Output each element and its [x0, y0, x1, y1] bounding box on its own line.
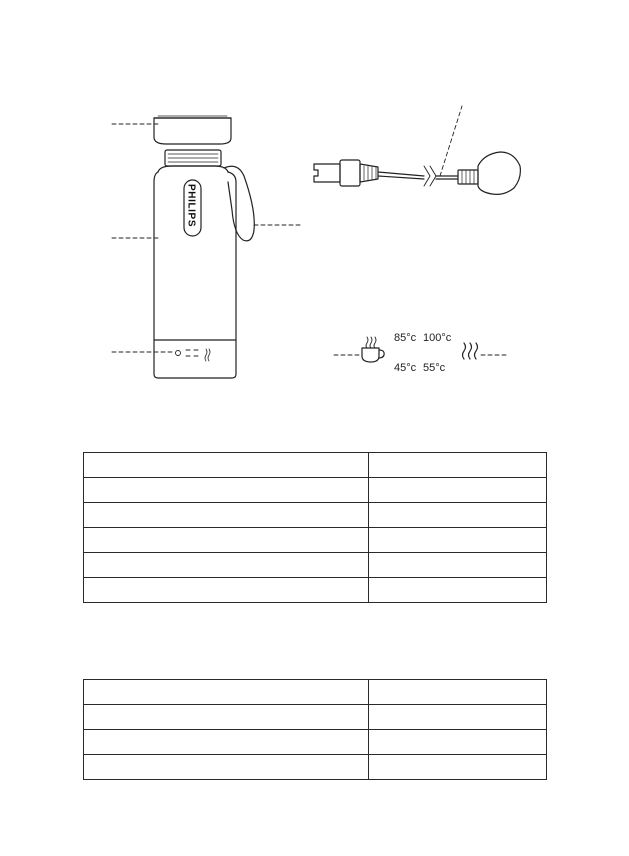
- coffee-cup-icon: [362, 337, 384, 362]
- table-cell: [84, 478, 369, 503]
- brand-logo-text: PHILIPS: [185, 184, 197, 228]
- temp-100-label: 100°c: [423, 332, 452, 344]
- table-cell: [369, 755, 547, 780]
- table-row: [84, 528, 547, 553]
- table-row: [84, 503, 547, 528]
- table-cell: [84, 705, 369, 730]
- table-cell: [369, 730, 547, 755]
- table-cell: [84, 453, 369, 478]
- table-cell: [84, 730, 369, 755]
- table-cell: [369, 705, 547, 730]
- spec-table-2: [83, 679, 547, 780]
- table-cell: [84, 578, 369, 603]
- table-cell: [84, 553, 369, 578]
- table-row: [84, 578, 547, 603]
- bottle-lid: [154, 116, 231, 144]
- temp-55-label: 55°c: [423, 362, 446, 374]
- table-row: [84, 453, 547, 478]
- table-row: [84, 553, 547, 578]
- kettle-bottle-icon: [154, 116, 254, 378]
- table-cell: [84, 680, 369, 705]
- control-panel: [176, 349, 211, 361]
- table-cell: [369, 553, 547, 578]
- callout-line-cable: [440, 106, 462, 176]
- table-row: [84, 680, 547, 705]
- spec-table-1: [83, 452, 547, 603]
- table-cell: [369, 478, 547, 503]
- table-row: [84, 755, 547, 780]
- heat-waves-icon: [463, 343, 478, 359]
- table-cell: [369, 680, 547, 705]
- bottle-strap: [224, 166, 254, 241]
- table-cell: [84, 503, 369, 528]
- table-cell: [369, 453, 547, 478]
- temp-45-label: 45°c: [394, 362, 417, 374]
- cable-plug: [478, 152, 520, 194]
- bottle-neck: [158, 150, 228, 172]
- table-row: [84, 730, 547, 755]
- table-cell: [84, 755, 369, 780]
- cable-connector: [314, 164, 340, 182]
- power-plug-icon: [314, 152, 520, 194]
- table-cell: [369, 503, 547, 528]
- temp-85-label: 85°c: [394, 332, 417, 344]
- table-cell: [369, 528, 547, 553]
- table-cell: [84, 528, 369, 553]
- table-row: [84, 478, 547, 503]
- table-row: [84, 705, 547, 730]
- table-cell: [369, 578, 547, 603]
- product-diagram: [0, 0, 629, 420]
- cable-cord: [378, 172, 424, 179]
